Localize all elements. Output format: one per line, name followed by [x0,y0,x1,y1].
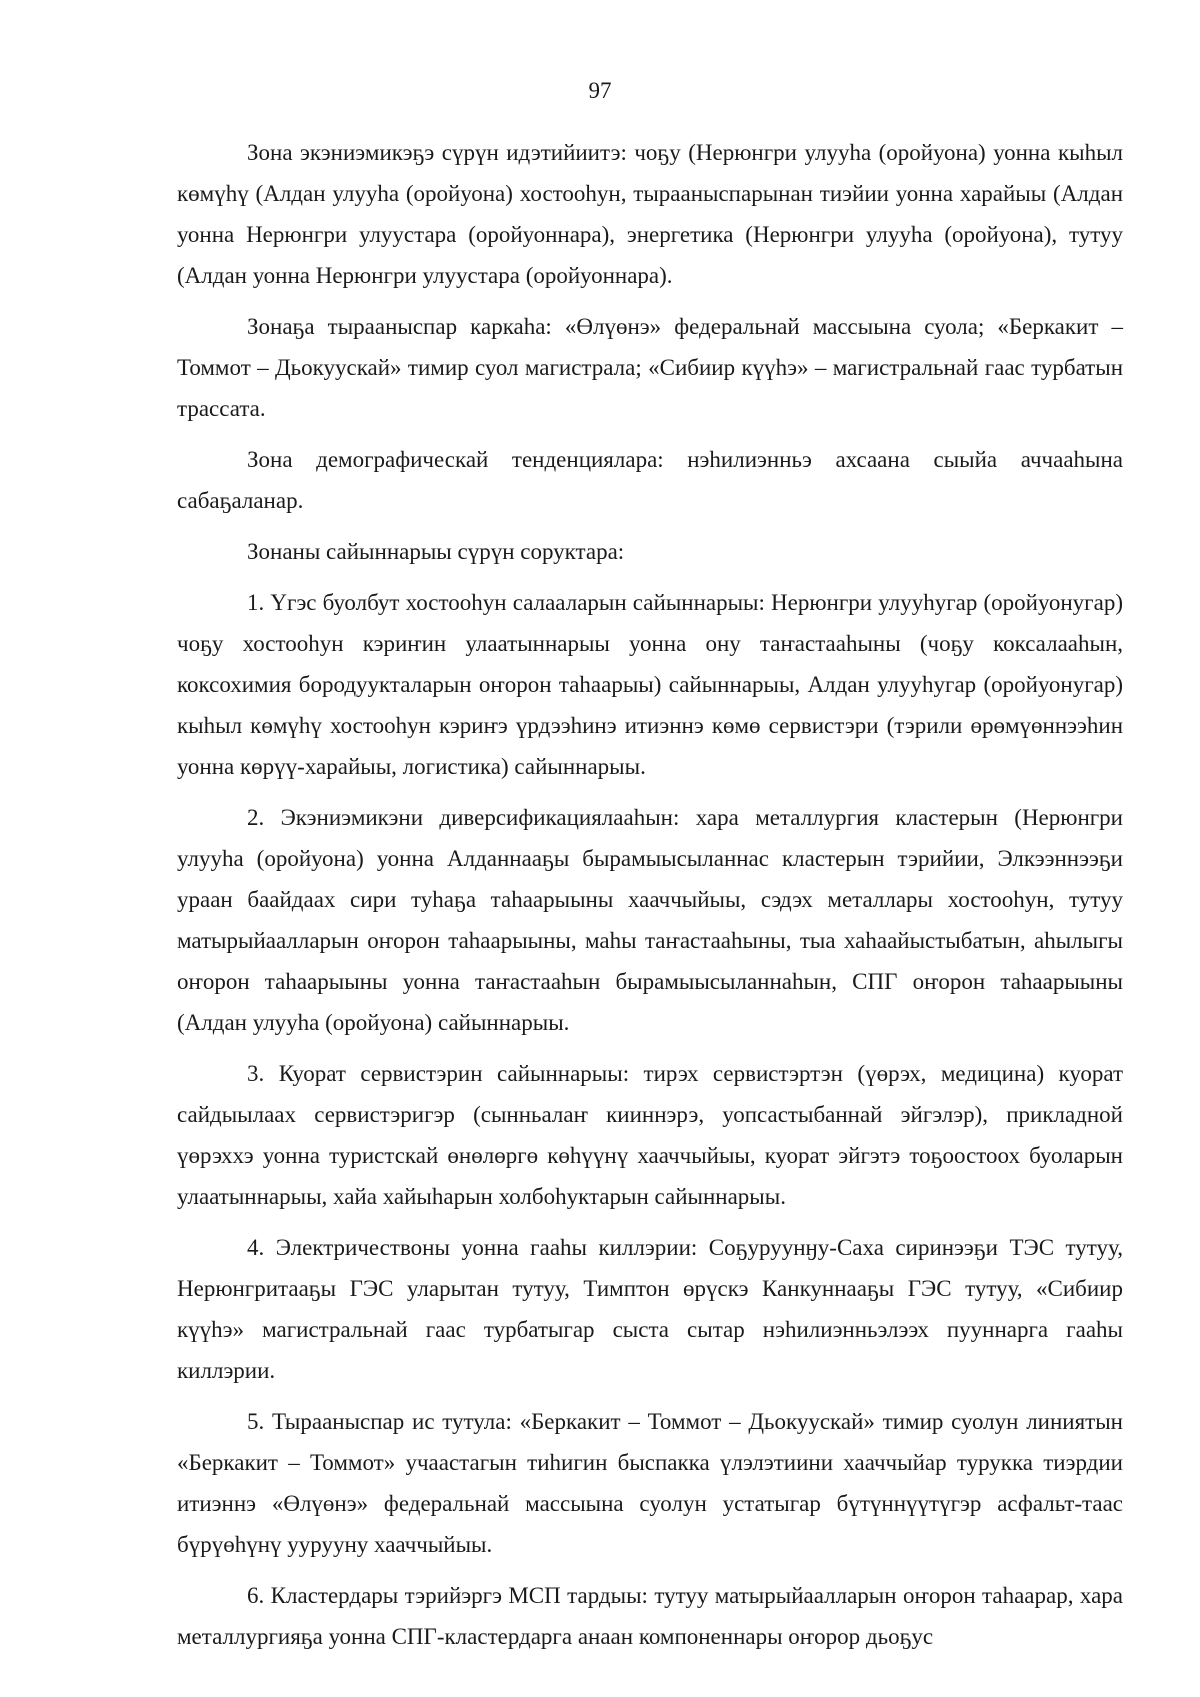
list-item-1: 1. Үгэс буолбут хостооһун салааларын сайыннарыы: Нерюнгри улууһугар (оройуонугар) чоҕу хостооһун кэриҥин улаатыннарыы уонна ону таҥастааһыны (чоҕу коксалааһын, коксохимия бородуукталарын оҥорон таһаарыы) сайыннарыы, Алдан улууһугар (оройуонугар) кыһыл көмүһү хостооһун кэриҥэ үрдээһинэ итиэннэ көмө сервистэри (тэрили өрөмүөннээһин уонна көрүү-харайыы, логистика) сайыннарыы. [177,590,1123,779]
paragraph-zone-specialization: Зона экэниэмикэҕэ сүрүн идэтийиитэ: чоҕу (Нерюнгри улууһа (оройуона) уонна кыһыл көмүһү (Алдан улууһа (оройуона) хостооһун, тырааныспарынан тиэйии уонна харайыы (Алдан уонна Нерюнгри улуустара (оройуоннара), энергетика (Нерюнгри улууһа (оройуона), тутуу (Алдан уонна Нерюнгри улуустара (оройуоннара). [177,140,1123,288]
list-item-3: 3. Куорат сервистэрин сайыннарыы: тирэх сервистэртэн (үөрэх, медицина) куорат сайдыылаах сервистэригэр (сынньалаҥ кииннэрэ, уопсастыбаннай эйгэлэр), прикладной үөрэххэ уонна туристскай өнөлөргө көһүүнү хааччыйыы, куорат эйгэтэ тоҕоостоох буоларын улаатыннарыы, хайа хайыһарын холбоһуктарын сайыннарыы. [177,1061,1123,1209]
list-item-2: 2. Экэниэмикэни диверсификациялааһын: хара металлургия кластерын (Нерюнгри улууһа (оройуона) уонна Алданнааҕы бырамыысыланнас кластерын тэрийии, Элкээннээҕи ураан баайдаах сири туһаҕа таһаарыыны хааччыйыы, сэдэх металлары хостооһун, тутуу матырыйаалларын оҥорон таһаарыыны, маһы таҥастааһыны, тыа хаһаайыстыбатын, аһылыгы оҥорон таһаарыыны уонна таҥастааһын бырамыысыланнаһын, СПГ оҥорон таһаарыыны (Алдан улууһа (оройуона) сайыннарыы. [177,805,1123,1035]
list-item-4: 4. Электричествоны уонна гааһы киллэрии: Соҕуруунӈу-Саха сиринээҕи ТЭС тутуу, Нерюнгритааҕы ГЭС уларытан тутуу, Тимптон өрүскэ Канкуннааҕы ГЭС тутуу, «Сибиир күүһэ» магистральнай гаас турбатыгар сыста сытар нэһилиэнньэлээх пууннарга гааһы киллэрии. [177,1235,1123,1383]
paragraph-tasks-heading: Зонаны сайыннарыы сүрүн соруктара: [247,539,625,564]
body-text [177,132,1123,1667]
page-number: 97 [588,78,612,103]
list-item-5: 5. Тырааныспар ис тутула: «Беркакит – Томмот – Дьокуускай» тимир суолун линиятын «Беркакит – Томмот» учаастагын тиһигин быспакка үлэлэтиини хааччыйар турукка тиэрдии итиэннэ «Өлүөнэ» федеральнай массыына суолун устатыгар бүтүннүүтүгэр асфальт-таас бүрүөһүнү уурууну хааччыйыы. [177,1409,1123,1557]
paragraph-transport-frame: Зонаҕа тырааныспар каркаһа: «Өлүөнэ» федеральнай массыына суола; «Беркакит – Томмот – Дьокуускай» тимир суол магистрала; «Сибиир күүһэ» – магистральнай гаас турбатын трассата. [177,314,1123,421]
list-item-6: 6. Кластердары тэрийэргэ МСП тардыы: тутуу матырыйаалларын оҥорон таһаарар, хара металлургияҕа уонна СПГ-кластердарга анаан компоненнары оҥорор дьоҕус [177,1583,1123,1649]
paragraph-demographic-trends: Зона демографическай тенденциялара: нэһилиэнньэ ахсаана сыыйа аччааһына сабаҕаланар. [177,447,1123,513]
